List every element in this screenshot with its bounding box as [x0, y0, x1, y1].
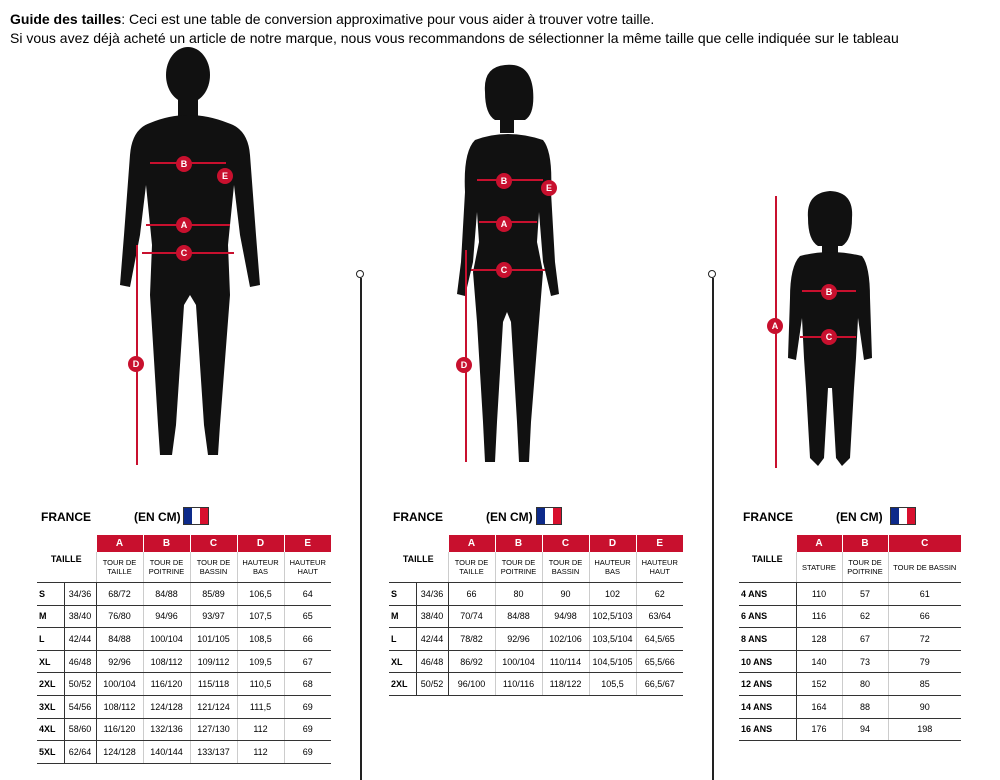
size-label: 16 ANS [739, 718, 796, 741]
kids-col-header: TOUR DE BASSIN [888, 552, 961, 583]
measure-value: 107,5 [237, 605, 284, 628]
measure-value: 110/114 [542, 650, 589, 673]
measure-value: 66 [888, 605, 961, 628]
kids-rows [739, 583, 961, 741]
measure-value: 109,5 [237, 650, 284, 673]
men-marker-c: C [176, 245, 192, 261]
size-label: XL [37, 650, 64, 673]
women-col-header: TOUR DE POITRINE [495, 552, 542, 583]
men-flag-icon [183, 507, 209, 525]
table-row [37, 628, 331, 651]
size-label: 6 ANS [739, 605, 796, 628]
women-unit: (EN CM) [486, 510, 533, 524]
men-size-table [37, 535, 331, 764]
women-col-header: TOUR DE TAILLE [448, 552, 495, 583]
fr-size-range: 46/48 [64, 650, 96, 673]
men-col-header: TOUR DE BASSIN [190, 552, 237, 583]
men-col-letter-a: A [96, 535, 143, 552]
women-country: FRANCE [393, 510, 443, 524]
measure-value: 69 [284, 695, 331, 718]
measure-value: 140 [796, 650, 842, 673]
kids-unit: (EN CM) [836, 510, 883, 524]
size-label: 12 ANS [739, 673, 796, 696]
measure-value: 69 [284, 718, 331, 741]
measure-value: 66 [448, 583, 495, 606]
measure-value: 124/128 [96, 741, 143, 764]
measure-value: 128 [796, 628, 842, 651]
women-marker-b: B [496, 173, 512, 189]
measure-value: 133/137 [190, 741, 237, 764]
measure-value: 85 [888, 673, 961, 696]
table-row [389, 650, 683, 673]
measure-value: 62 [636, 583, 683, 606]
measure-value: 115/118 [190, 673, 237, 696]
kids-marker-a: A [767, 318, 783, 334]
measure-value: 118/122 [542, 673, 589, 696]
men-marker-b: B [176, 156, 192, 172]
measure-value: 70/74 [448, 605, 495, 628]
men-measure-lines [110, 45, 270, 475]
table-row [739, 673, 961, 696]
measure-value: 103,5/104 [589, 628, 636, 651]
measure-value: 69 [284, 741, 331, 764]
size-label: S [37, 583, 64, 606]
measure-value: 79 [888, 650, 961, 673]
size-label: 14 ANS [739, 695, 796, 718]
size-label: S [389, 583, 416, 606]
men-unit: (EN CM) [134, 510, 181, 524]
measure-value: 61 [888, 583, 961, 606]
women-marker-d: D [456, 357, 472, 373]
women-marker-e: E [541, 180, 557, 196]
size-label: L [37, 628, 64, 651]
measure-value: 90 [542, 583, 589, 606]
measure-value: 198 [888, 718, 961, 741]
measure-value: 80 [842, 673, 888, 696]
table-row [739, 650, 961, 673]
size-label: 10 ANS [739, 650, 796, 673]
fr-size-range: 34/36 [416, 583, 448, 606]
fr-size-range: 42/44 [64, 628, 96, 651]
size-label: 5XL [37, 741, 64, 764]
table-row [37, 718, 331, 741]
measure-value: 116/120 [96, 718, 143, 741]
kids-country: FRANCE [743, 510, 793, 524]
fr-size-range: 58/60 [64, 718, 96, 741]
women-col-letter-a: A [448, 535, 495, 552]
women-col-header: HAUTEUR HAUT [636, 552, 683, 583]
divider-left [360, 278, 362, 780]
size-label: M [389, 605, 416, 628]
women-taille-label: TAILLE [402, 553, 434, 564]
table-row [739, 695, 961, 718]
measure-value: 84/88 [96, 628, 143, 651]
kids-taille-label: TAILLE [751, 553, 783, 564]
measure-value: 176 [796, 718, 842, 741]
table-row [37, 673, 331, 696]
size-label: 3XL [37, 695, 64, 718]
kids-col-letter-c: C [888, 535, 961, 552]
measure-value: 108/112 [143, 650, 190, 673]
men-country: FRANCE [41, 510, 91, 524]
measure-value: 93/97 [190, 605, 237, 628]
fr-size-range: 42/44 [416, 628, 448, 651]
measure-value: 111,5 [237, 695, 284, 718]
table-row [739, 605, 961, 628]
women-flag-icon [536, 507, 562, 525]
size-label: XL [389, 650, 416, 673]
size-label: 8 ANS [739, 628, 796, 651]
kids-col-letter-b: B [842, 535, 888, 552]
measure-value: 101/105 [190, 628, 237, 651]
intro-line-1: : Ceci est une table de conversion approximative pour vous aider à trouver votre taille. [121, 11, 655, 27]
fr-size-range: 34/36 [64, 583, 96, 606]
women-col-letter-e: E [636, 535, 683, 552]
women-marker-c: C [496, 262, 512, 278]
measure-value: 66 [284, 628, 331, 651]
measure-value: 76/80 [96, 605, 143, 628]
kids-col-header: STATURE [796, 552, 842, 583]
fr-size-range: 38/40 [416, 605, 448, 628]
women-marker-a: A [496, 216, 512, 232]
measure-value: 68/72 [96, 583, 143, 606]
men-marker-e: E [217, 168, 233, 184]
women-col-letter-c: C [542, 535, 589, 552]
measure-value: 105,5 [589, 673, 636, 696]
men-col-header: HAUTEUR BAS [237, 552, 284, 583]
men-col-letter-c: C [190, 535, 237, 552]
measure-value: 100/104 [143, 628, 190, 651]
kids-marker-b: B [821, 284, 837, 300]
table-row [739, 628, 961, 651]
kids-marker-c: C [821, 329, 837, 345]
measure-value: 64 [284, 583, 331, 606]
measure-value: 110,5 [237, 673, 284, 696]
measure-value: 92/96 [495, 628, 542, 651]
measure-value: 62 [842, 605, 888, 628]
table-row [389, 583, 683, 606]
measure-value: 94/98 [542, 605, 589, 628]
measure-value: 90 [888, 695, 961, 718]
fr-size-range: 38/40 [64, 605, 96, 628]
measure-value: 57 [842, 583, 888, 606]
men-col-header: TOUR DE POITRINE [143, 552, 190, 583]
table-row [739, 718, 961, 741]
measure-value: 73 [842, 650, 888, 673]
kids-size-table [739, 535, 961, 741]
intro-text [10, 10, 995, 48]
measure-value: 116 [796, 605, 842, 628]
measure-value: 64,5/65 [636, 628, 683, 651]
measure-value: 94 [842, 718, 888, 741]
measure-value: 102,5/103 [589, 605, 636, 628]
measure-value: 110/116 [495, 673, 542, 696]
measure-value: 67 [284, 650, 331, 673]
men-col-header: TOUR DE TAILLE [96, 552, 143, 583]
measure-value: 84/88 [143, 583, 190, 606]
measure-value: 102 [589, 583, 636, 606]
measure-value: 104,5/105 [589, 650, 636, 673]
measure-value: 152 [796, 673, 842, 696]
men-taille-label: TAILLE [50, 553, 82, 564]
measure-value: 65,5/66 [636, 650, 683, 673]
table-row [389, 605, 683, 628]
table-row [37, 695, 331, 718]
kids-col-header: TOUR DE POITRINE [842, 552, 888, 583]
measure-value: 85/89 [190, 583, 237, 606]
table-row [389, 628, 683, 651]
measure-value: 96/100 [448, 673, 495, 696]
measure-value: 63/64 [636, 605, 683, 628]
measure-value: 92/96 [96, 650, 143, 673]
measure-value: 100/104 [96, 673, 143, 696]
women-col-letter-d: D [589, 535, 636, 552]
measure-value: 65 [284, 605, 331, 628]
measure-value: 94/96 [143, 605, 190, 628]
measure-value: 66,5/67 [636, 673, 683, 696]
women-measure-lines [455, 62, 575, 472]
measure-value: 100/104 [495, 650, 542, 673]
fr-size-range: 50/52 [416, 673, 448, 696]
measure-value: 67 [842, 628, 888, 651]
intro-line-2: Si vous avez déjà acheté un article de notre marque, nous vous recommandons de sélectionner la même taille que celle indiquée sur le tableau [10, 30, 899, 46]
measure-value: 110 [796, 583, 842, 606]
size-label: 2XL [389, 673, 416, 696]
women-col-header: HAUTEUR BAS [589, 552, 636, 583]
measure-value: 112 [237, 741, 284, 764]
intro-title: Guide des tailles [10, 11, 122, 27]
fr-size-range: 54/56 [64, 695, 96, 718]
size-label: M [37, 605, 64, 628]
kids-col-letter-a: A [796, 535, 842, 552]
size-label: 2XL [37, 673, 64, 696]
men-col-letter-b: B [143, 535, 190, 552]
size-label: L [389, 628, 416, 651]
kids-flag-icon [890, 507, 916, 525]
measure-value: 68 [284, 673, 331, 696]
divider-right [712, 278, 714, 780]
women-col-header: TOUR DE BASSIN [542, 552, 589, 583]
measure-value: 108,5 [237, 628, 284, 651]
measure-value: 132/136 [143, 718, 190, 741]
measure-value: 88 [842, 695, 888, 718]
measure-value: 116/120 [143, 673, 190, 696]
measure-value: 102/106 [542, 628, 589, 651]
measure-value: 127/130 [190, 718, 237, 741]
fr-size-range: 62/64 [64, 741, 96, 764]
men-col-letter-d: D [237, 535, 284, 552]
measure-value: 108/112 [96, 695, 143, 718]
table-row [739, 583, 961, 606]
measure-value: 109/112 [190, 650, 237, 673]
fr-size-range: 46/48 [416, 650, 448, 673]
size-label: 4XL [37, 718, 64, 741]
women-rows [389, 583, 683, 696]
measure-value: 112 [237, 718, 284, 741]
measure-value: 80 [495, 583, 542, 606]
measure-value: 124/128 [143, 695, 190, 718]
women-size-table [389, 535, 683, 696]
measure-value: 84/88 [495, 605, 542, 628]
table-row [37, 605, 331, 628]
table-row [37, 583, 331, 606]
measure-value: 164 [796, 695, 842, 718]
men-col-header: HAUTEUR HAUT [284, 552, 331, 583]
table-row [37, 741, 331, 764]
table-row [389, 673, 683, 696]
men-col-letter-e: E [284, 535, 331, 552]
measure-value: 121/124 [190, 695, 237, 718]
measure-value: 106,5 [237, 583, 284, 606]
fr-size-range: 50/52 [64, 673, 96, 696]
size-label: 4 ANS [739, 583, 796, 606]
men-marker-a: A [176, 217, 192, 233]
measure-value: 86/92 [448, 650, 495, 673]
measure-value: 78/82 [448, 628, 495, 651]
table-row [37, 650, 331, 673]
measure-value: 72 [888, 628, 961, 651]
men-marker-d: D [128, 356, 144, 372]
women-col-letter-b: B [495, 535, 542, 552]
measure-value: 140/144 [143, 741, 190, 764]
men-rows [37, 583, 331, 764]
